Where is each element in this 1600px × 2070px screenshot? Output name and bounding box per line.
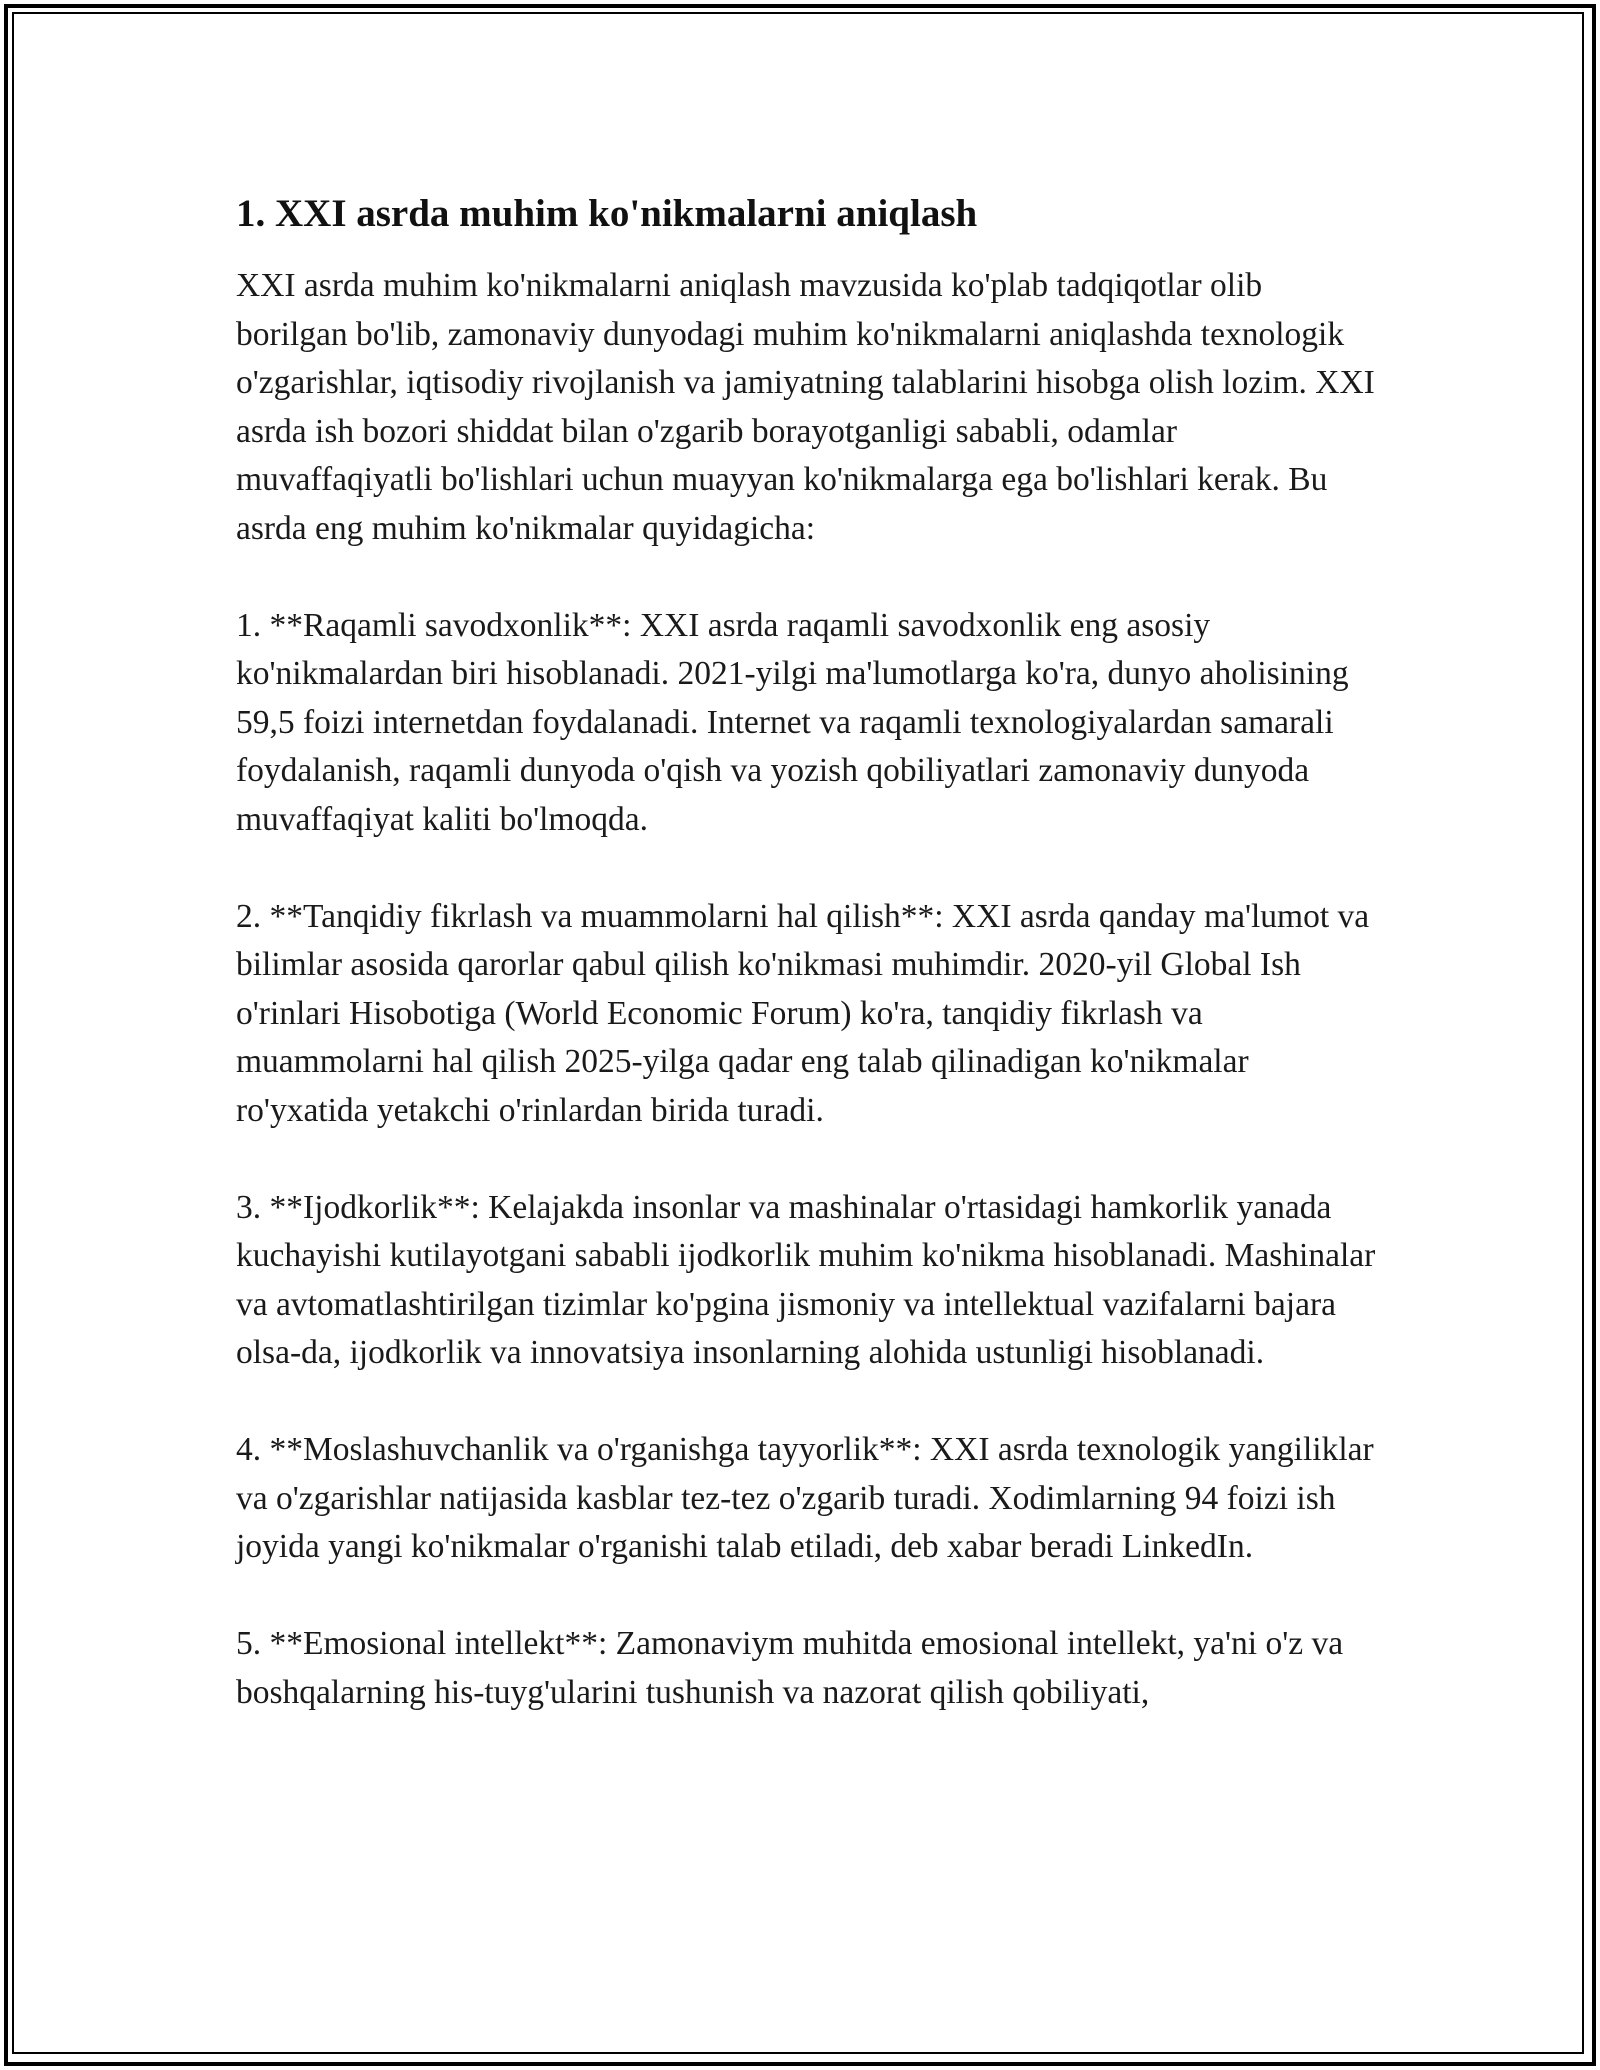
intro-paragraph: XXI asrda muhim ko'nikmalarni aniqlash mavzusida ko'plab tadqiqotlar olib borilgan bo'lib, zamonaviy dunyodagi muhim ko'nikmalarni aniqlashda texnologik o'zgarishlar, iqtisodiy rivojlanish va jamiyatning talablarini hisobga olish lozim. XXI asrda ish bozori shiddat bilan o'zgarib borayotganligi sababli, odamlar muvaffaqiyatli bo'lishlari uchun muayyan ko'nikmalarga ega bo'lishlari kerak. Bu asrda eng muhim ko'nikmalar quyidagicha: <box>236 267 1375 547</box>
list-item-digital-literacy: 1. **Raqamli savodxonlik**: XXI asrda raqamli savodxonlik eng asosiy ko'nikmalardan biri hisoblanadi. 2021-yilgi ma'lumotlarga ko'ra, dunyo aholisining 59,5 foizi internetdan foydalanadi. Internet va raqamli texnologiyalardan samarali foydalanish, raqamli dunyoda o'qish va yozish qobiliyatlari zamonaviy dunyoda muvaffaqiyat kaliti bo'lmoqda. <box>236 606 1349 838</box>
document-body <box>236 262 1376 1717</box>
document-page <box>236 182 1376 1717</box>
list-item-critical-thinking: 2. **Tanqidiy fikrlash va muammolarni hal qilish**: XXI asrda qanday ma'lumot va bilimlar asosida qarorlar qabul qilish ko'nikmasi muhimdir. 2020-yil Global Ish o'rinlari Hisobotiga (World Economic Forum) ko'ra, tanqidiy fikrlash va muammolarni hal qilish 2025-yilga qadar eng talab qilinadigan ko'nikmalar ro'yxatida yetakchi o'rinlardan birida turadi. <box>236 897 1370 1129</box>
list-item-creativity: 3. **Ijodkorlik**: Kelajakda insonlar va mashinalar o'rtasidagi hamkorlik yanada kuchayishi kutilayotgani sababli ijodkorlik muhim ko'nikma hisoblanadi. Mashinalar va avtomatlashtirilgan tizimlar ko'pgina jismoniy va intellektual vazifalarni bajara olsa-da, ijodkorlik va innovatsiya insonlarning alohida ustunligi hisoblanadi. <box>236 1188 1376 1371</box>
list-item-emotional-intelligence: 5. **Emosional intellekt**: Zamonaviym muhitda emosional intellekt, ya'ni o'z va boshqalarning his-tuyg'ularini tushunish va nazorat qilish qobiliyati, <box>236 1625 1344 1711</box>
list-item-adaptability: 4. **Moslashuvchanlik va o'rganishga tayyorlik**: XXI asrda texnologik yangiliklar va o'zgarishlar natijasida kasblar tez-tez o'zgarib turadi. Xodimlarning 94 foizi ish joyida yangi ko'nikmalar o'rganishi talab etiladi, deb xabar beradi LinkedIn. <box>236 1431 1374 1565</box>
section-heading: 1. XXI asrda muhim ko'nikmalarni aniqlash <box>236 192 978 235</box>
